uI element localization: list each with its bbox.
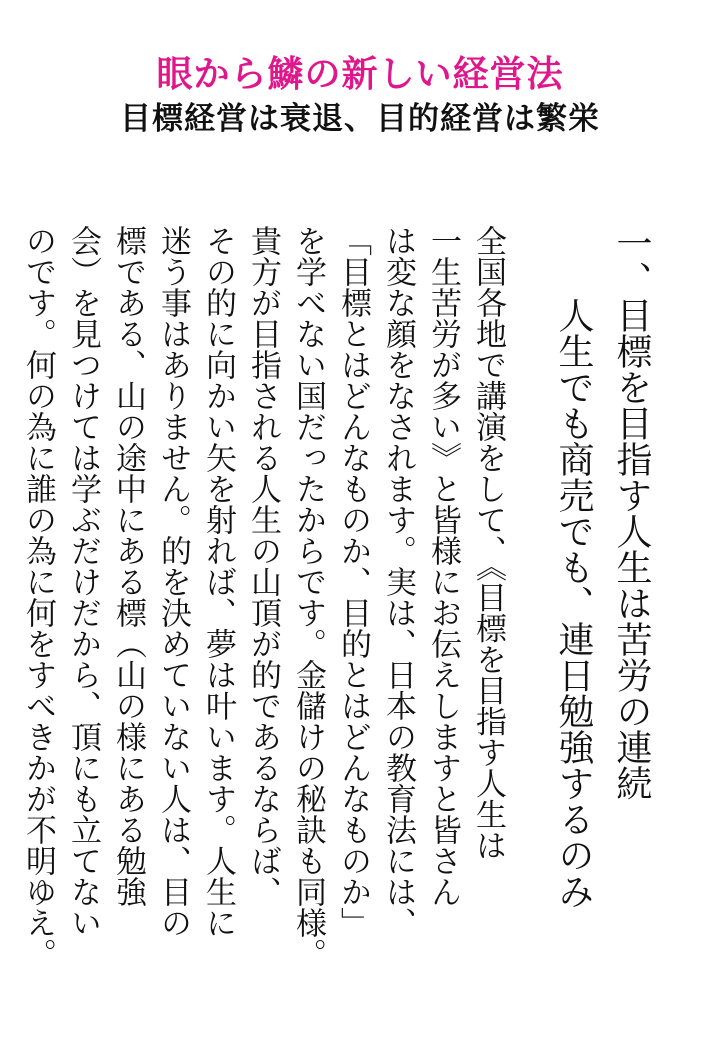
body-line: のです。何の為に誰の為に何をすべきかが不明ゆえ。 [20,225,56,969]
body-line: 標である、山の途中にある標（山の様にある勉強 [110,225,146,907]
body-line: 「目標とはどんなものか、目的とはどんなものか」 [335,225,371,938]
heading-line-1: 一、目標を目指す人生は苦労の連続 [611,225,652,801]
page-header [0,52,720,140]
body-line: を学べない国だったからです。金儲けの秘訣も同様。 [290,225,326,969]
page-title: 眼から鱗の新しい経営法 [156,53,564,95]
body-line: 全国各地で講演をして、《目標を目指す人生は [470,225,506,861]
heading-line-2: 人生でも商売でも、連日勉強するのみ [553,297,594,909]
vertical-body [15,225,660,1000]
body-line: 迷う事はありません。的を決めていない人は、目の [155,225,191,938]
body-line: 会）を見つけては学ぶだけだから、頂にも立てない [65,225,101,938]
body-line: 一生苦労が多い》と皆様にお伝えしますと皆さん [425,225,461,907]
page-subtitle: 目標経営は衰退、目的経営は繁栄 [120,101,600,137]
column-gap [510,225,544,1000]
body-line: その的に向かい矢を射れば、夢は叶います。人生に [200,225,236,938]
body-paragraph [15,225,510,1000]
body-line: 貴方が目指される人生の山頂が的であるならば、 [245,225,281,907]
body-line: は変な顔をなされます。実は、日本の教育法には、 [380,225,416,938]
section-heading [544,225,660,1000]
